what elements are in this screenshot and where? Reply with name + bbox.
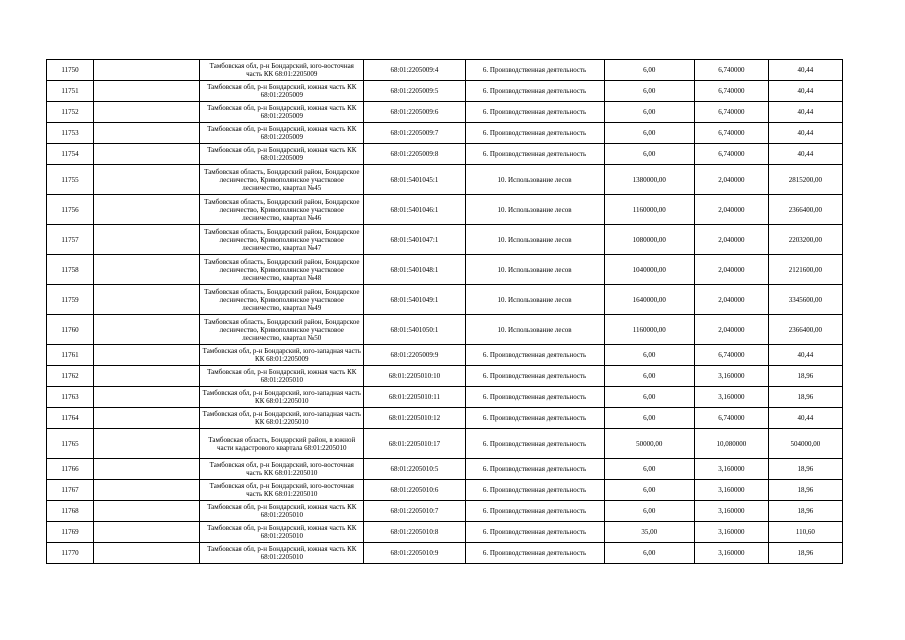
land-use-cell: 10. Использование лесов bbox=[465, 225, 604, 255]
table-row bbox=[47, 165, 843, 195]
cadastral-value-cell: 40,44 bbox=[768, 408, 842, 429]
empty-cell bbox=[94, 144, 200, 165]
cadastral-value-cell: 504000,00 bbox=[768, 429, 842, 459]
cadastral-value-cell: 40,44 bbox=[768, 81, 842, 102]
table-row bbox=[47, 255, 843, 285]
cadastral-number-cell: 68:01:2205010:11 bbox=[364, 387, 465, 408]
table-row bbox=[47, 81, 843, 102]
cadastral-number-cell: 68:01:2205010:5 bbox=[364, 459, 465, 480]
empty-cell bbox=[94, 102, 200, 123]
table-row bbox=[47, 102, 843, 123]
empty-cell bbox=[94, 225, 200, 255]
specific-value-cell: 3,160000 bbox=[694, 480, 768, 501]
cadastral-number-cell: 68:01:2205010:7 bbox=[364, 501, 465, 522]
cadastral-value-cell: 18,96 bbox=[768, 459, 842, 480]
area-cell: 50000,00 bbox=[604, 429, 694, 459]
table-row bbox=[47, 144, 843, 165]
specific-value-cell: 6,740000 bbox=[694, 81, 768, 102]
specific-value-cell: 6,740000 bbox=[694, 102, 768, 123]
address-cell: Тамбовская обл, р-н Бондарский, юго-западная часть КК 68:01:2205010 bbox=[200, 408, 364, 429]
specific-value-cell: 2,040000 bbox=[694, 165, 768, 195]
land-use-cell: 6. Производственная деятельность bbox=[465, 366, 604, 387]
address-cell: Тамбовская обл, р-н Бондарский, юго-восточная часть КК 68:01:2205009 bbox=[200, 60, 364, 81]
address-cell: Тамбовская обл, р-н Бондарский, юго-западная часть КК 68:01:2205009 bbox=[200, 345, 364, 366]
cadastral-number-cell: 68:01:5401045:1 bbox=[364, 165, 465, 195]
empty-cell bbox=[94, 315, 200, 345]
specific-value-cell: 6,740000 bbox=[694, 144, 768, 165]
cadastral-value-cell: 40,44 bbox=[768, 123, 842, 144]
row-number-cell: 11758 bbox=[47, 255, 94, 285]
specific-value-cell: 3,160000 bbox=[694, 459, 768, 480]
land-use-cell: 6. Производственная деятельность bbox=[465, 480, 604, 501]
cadastral-number-cell: 68:01:2205009:9 bbox=[364, 345, 465, 366]
row-number-cell: 11766 bbox=[47, 459, 94, 480]
cadastral-number-cell: 68:01:2205010:17 bbox=[364, 429, 465, 459]
cadastral-number-cell: 68:01:5401047:1 bbox=[364, 225, 465, 255]
table-row bbox=[47, 195, 843, 225]
row-number-cell: 11768 bbox=[47, 501, 94, 522]
empty-cell bbox=[94, 501, 200, 522]
address-cell: Тамбовская обл, р-н Бондарский, южная часть КК 68:01:2205010 bbox=[200, 501, 364, 522]
area-cell: 6,00 bbox=[604, 459, 694, 480]
area-cell: 1160000,00 bbox=[604, 315, 694, 345]
land-use-cell: 6. Производственная деятельность bbox=[465, 408, 604, 429]
specific-value-cell: 2,040000 bbox=[694, 255, 768, 285]
cadastral-value-table bbox=[46, 59, 843, 564]
cadastral-value-cell: 18,96 bbox=[768, 366, 842, 387]
specific-value-cell: 6,740000 bbox=[694, 408, 768, 429]
specific-value-cell: 3,160000 bbox=[694, 366, 768, 387]
cadastral-number-cell: 68:01:2205010:10 bbox=[364, 366, 465, 387]
cadastral-value-cell: 18,96 bbox=[768, 480, 842, 501]
empty-cell bbox=[94, 480, 200, 501]
land-use-cell: 6. Производственная деятельность bbox=[465, 102, 604, 123]
land-use-cell: 10. Использование лесов bbox=[465, 165, 604, 195]
address-cell: Тамбовская область, Бондарский район, Бондарское лесничество, Кривополянское участковое лесничество, квартал №45 bbox=[200, 165, 364, 195]
table-row bbox=[47, 480, 843, 501]
area-cell: 1640000,00 bbox=[604, 285, 694, 315]
row-number-cell: 11754 bbox=[47, 144, 94, 165]
table-row bbox=[47, 522, 843, 543]
address-cell: Тамбовская обл, р-н Бондарский, юго-восточная часть КК 68:01:2205010 bbox=[200, 459, 364, 480]
land-use-cell: 6. Производственная деятельность bbox=[465, 387, 604, 408]
cadastral-number-cell: 68:01:2205009:4 bbox=[364, 60, 465, 81]
cadastral-value-cell: 2815200,00 bbox=[768, 165, 842, 195]
row-number-cell: 11751 bbox=[47, 81, 94, 102]
address-cell: Тамбовская обл, р-н Бондарский, южная часть КК 68:01:2205010 bbox=[200, 522, 364, 543]
specific-value-cell: 2,040000 bbox=[694, 285, 768, 315]
table-row bbox=[47, 459, 843, 480]
row-number-cell: 11765 bbox=[47, 429, 94, 459]
cadastral-number-cell: 68:01:2205009:6 bbox=[364, 102, 465, 123]
area-cell: 6,00 bbox=[604, 501, 694, 522]
cadastral-value-cell: 2366400,00 bbox=[768, 315, 842, 345]
address-cell: Тамбовская область, Бондарский район, Бондарское лесничество, Кривополянское участковое лесничество, квартал №46 bbox=[200, 195, 364, 225]
cadastral-number-cell: 68:01:2205010:6 bbox=[364, 480, 465, 501]
area-cell: 6,00 bbox=[604, 345, 694, 366]
area-cell: 6,00 bbox=[604, 102, 694, 123]
address-cell: Тамбовская обл, р-н Бондарский, южная часть КК 68:01:2205009 bbox=[200, 144, 364, 165]
empty-cell bbox=[94, 345, 200, 366]
area-cell: 6,00 bbox=[604, 60, 694, 81]
row-number-cell: 11757 bbox=[47, 225, 94, 255]
specific-value-cell: 10,080000 bbox=[694, 429, 768, 459]
cadastral-number-cell: 68:01:5401048:1 bbox=[364, 255, 465, 285]
land-use-cell: 6. Производственная деятельность bbox=[465, 522, 604, 543]
table-row bbox=[47, 315, 843, 345]
address-cell: Тамбовская обл, р-н Бондарский, южная часть КК 68:01:2205010 bbox=[200, 366, 364, 387]
specific-value-cell: 3,160000 bbox=[694, 501, 768, 522]
cadastral-value-cell: 110,60 bbox=[768, 522, 842, 543]
address-cell: Тамбовская область, Бондарский район, в южной части кадастрового квартала 68:01:2205010 bbox=[200, 429, 364, 459]
area-cell: 1160000,00 bbox=[604, 195, 694, 225]
cadastral-number-cell: 68:01:2205009:5 bbox=[364, 81, 465, 102]
cadastral-value-cell: 40,44 bbox=[768, 144, 842, 165]
table-row bbox=[47, 366, 843, 387]
land-use-cell: 10. Использование лесов bbox=[465, 255, 604, 285]
address-cell: Тамбовская обл, р-н Бондарский, южная часть КК 68:01:2205009 bbox=[200, 81, 364, 102]
area-cell: 6,00 bbox=[604, 366, 694, 387]
specific-value-cell: 3,160000 bbox=[694, 543, 768, 564]
land-use-cell: 6. Производственная деятельность bbox=[465, 429, 604, 459]
row-number-cell: 11770 bbox=[47, 543, 94, 564]
table-row bbox=[47, 123, 843, 144]
empty-cell bbox=[94, 429, 200, 459]
row-number-cell: 11762 bbox=[47, 366, 94, 387]
specific-value-cell: 2,040000 bbox=[694, 225, 768, 255]
cadastral-value-cell: 3345600,00 bbox=[768, 285, 842, 315]
specific-value-cell: 6,740000 bbox=[694, 345, 768, 366]
cadastral-number-cell: 68:01:2205010:8 bbox=[364, 522, 465, 543]
address-cell: Тамбовская обл, р-н Бондарский, южная часть КК 68:01:2205009 bbox=[200, 102, 364, 123]
table-row bbox=[47, 387, 843, 408]
cadastral-value-cell: 18,96 bbox=[768, 387, 842, 408]
empty-cell bbox=[94, 408, 200, 429]
specific-value-cell: 3,160000 bbox=[694, 522, 768, 543]
cadastral-value-cell: 18,96 bbox=[768, 501, 842, 522]
row-number-cell: 11761 bbox=[47, 345, 94, 366]
empty-cell bbox=[94, 285, 200, 315]
specific-value-cell: 2,040000 bbox=[694, 195, 768, 225]
land-use-cell: 6. Производственная деятельность bbox=[465, 543, 604, 564]
empty-cell bbox=[94, 60, 200, 81]
table-body bbox=[47, 60, 843, 564]
row-number-cell: 11769 bbox=[47, 522, 94, 543]
row-number-cell: 11753 bbox=[47, 123, 94, 144]
cadastral-number-cell: 68:01:5401046:1 bbox=[364, 195, 465, 225]
land-use-cell: 6. Производственная деятельность bbox=[465, 81, 604, 102]
land-use-cell: 10. Использование лесов bbox=[465, 285, 604, 315]
row-number-cell: 11750 bbox=[47, 60, 94, 81]
area-cell: 1080000,00 bbox=[604, 225, 694, 255]
cadastral-value-cell: 2121600,00 bbox=[768, 255, 842, 285]
row-number-cell: 11764 bbox=[47, 408, 94, 429]
cadastral-number-cell: 68:01:2205010:9 bbox=[364, 543, 465, 564]
table-row bbox=[47, 501, 843, 522]
table-row bbox=[47, 60, 843, 81]
empty-cell bbox=[94, 81, 200, 102]
table-row bbox=[47, 225, 843, 255]
row-number-cell: 11763 bbox=[47, 387, 94, 408]
address-cell: Тамбовская область, Бондарский район, Бондарское лесничество, Кривополянское участковое лесничество, квартал №50 bbox=[200, 315, 364, 345]
empty-cell bbox=[94, 255, 200, 285]
row-number-cell: 11756 bbox=[47, 195, 94, 225]
cadastral-number-cell: 68:01:2205010:12 bbox=[364, 408, 465, 429]
cadastral-value-cell: 40,44 bbox=[768, 60, 842, 81]
specific-value-cell: 6,740000 bbox=[694, 60, 768, 81]
empty-cell bbox=[94, 123, 200, 144]
area-cell: 6,00 bbox=[604, 81, 694, 102]
table-row bbox=[47, 408, 843, 429]
address-cell: Тамбовская обл, р-н Бондарский, юго-западная часть КК 68:01:2205010 bbox=[200, 387, 364, 408]
address-cell: Тамбовская обл, р-н Бондарский, южная часть КК 68:01:2205010 bbox=[200, 543, 364, 564]
area-cell: 6,00 bbox=[604, 543, 694, 564]
area-cell: 6,00 bbox=[604, 387, 694, 408]
table-row bbox=[47, 429, 843, 459]
cadastral-value-cell: 40,44 bbox=[768, 102, 842, 123]
land-use-cell: 6. Производственная деятельность bbox=[465, 345, 604, 366]
row-number-cell: 11752 bbox=[47, 102, 94, 123]
cadastral-number-cell: 68:01:5401050:1 bbox=[364, 315, 465, 345]
area-cell: 1380000,00 bbox=[604, 165, 694, 195]
table-row bbox=[47, 345, 843, 366]
empty-cell bbox=[94, 459, 200, 480]
row-number-cell: 11767 bbox=[47, 480, 94, 501]
table-row bbox=[47, 285, 843, 315]
land-use-cell: 6. Производственная деятельность bbox=[465, 501, 604, 522]
area-cell: 6,00 bbox=[604, 408, 694, 429]
address-cell: Тамбовская обл, р-н Бондарский, южная часть КК 68:01:2205009 bbox=[200, 123, 364, 144]
specific-value-cell: 2,040000 bbox=[694, 315, 768, 345]
empty-cell bbox=[94, 165, 200, 195]
table-row bbox=[47, 543, 843, 564]
land-use-cell: 10. Использование лесов bbox=[465, 315, 604, 345]
cadastral-value-cell: 2203200,00 bbox=[768, 225, 842, 255]
area-cell: 6,00 bbox=[604, 144, 694, 165]
cadastral-number-cell: 68:01:2205009:7 bbox=[364, 123, 465, 144]
empty-cell bbox=[94, 387, 200, 408]
row-number-cell: 11760 bbox=[47, 315, 94, 345]
area-cell: 35,00 bbox=[604, 522, 694, 543]
cadastral-number-cell: 68:01:2205009:8 bbox=[364, 144, 465, 165]
empty-cell bbox=[94, 366, 200, 387]
row-number-cell: 11755 bbox=[47, 165, 94, 195]
row-number-cell: 11759 bbox=[47, 285, 94, 315]
specific-value-cell: 6,740000 bbox=[694, 123, 768, 144]
land-use-cell: 10. Использование лесов bbox=[465, 195, 604, 225]
address-cell: Тамбовская область, Бондарский район, Бондарское лесничество, Кривополянское участковое лесничество, квартал №48 bbox=[200, 255, 364, 285]
area-cell: 6,00 bbox=[604, 480, 694, 501]
cadastral-value-cell: 18,96 bbox=[768, 543, 842, 564]
area-cell: 6,00 bbox=[604, 123, 694, 144]
land-use-cell: 6. Производственная деятельность bbox=[465, 144, 604, 165]
empty-cell bbox=[94, 195, 200, 225]
address-cell: Тамбовская область, Бондарский район, Бондарское лесничество, Кривополянское участковое лесничество, квартал №47 bbox=[200, 225, 364, 255]
cadastral-value-cell: 40,44 bbox=[768, 345, 842, 366]
cadastral-value-cell: 2366400,00 bbox=[768, 195, 842, 225]
address-cell: Тамбовская область, Бондарский район, Бондарское лесничество, Кривополянское участковое лесничество, квартал №49 bbox=[200, 285, 364, 315]
land-use-cell: 6. Производственная деятельность bbox=[465, 60, 604, 81]
empty-cell bbox=[94, 543, 200, 564]
area-cell: 1040000,00 bbox=[604, 255, 694, 285]
cadastral-number-cell: 68:01:5401049:1 bbox=[364, 285, 465, 315]
specific-value-cell: 3,160000 bbox=[694, 387, 768, 408]
address-cell: Тамбовская обл, р-н Бондарский, юго-восточная часть КК 68:01:2205010 bbox=[200, 480, 364, 501]
empty-cell bbox=[94, 522, 200, 543]
land-use-cell: 6. Производственная деятельность bbox=[465, 123, 604, 144]
land-use-cell: 6. Производственная деятельность bbox=[465, 459, 604, 480]
